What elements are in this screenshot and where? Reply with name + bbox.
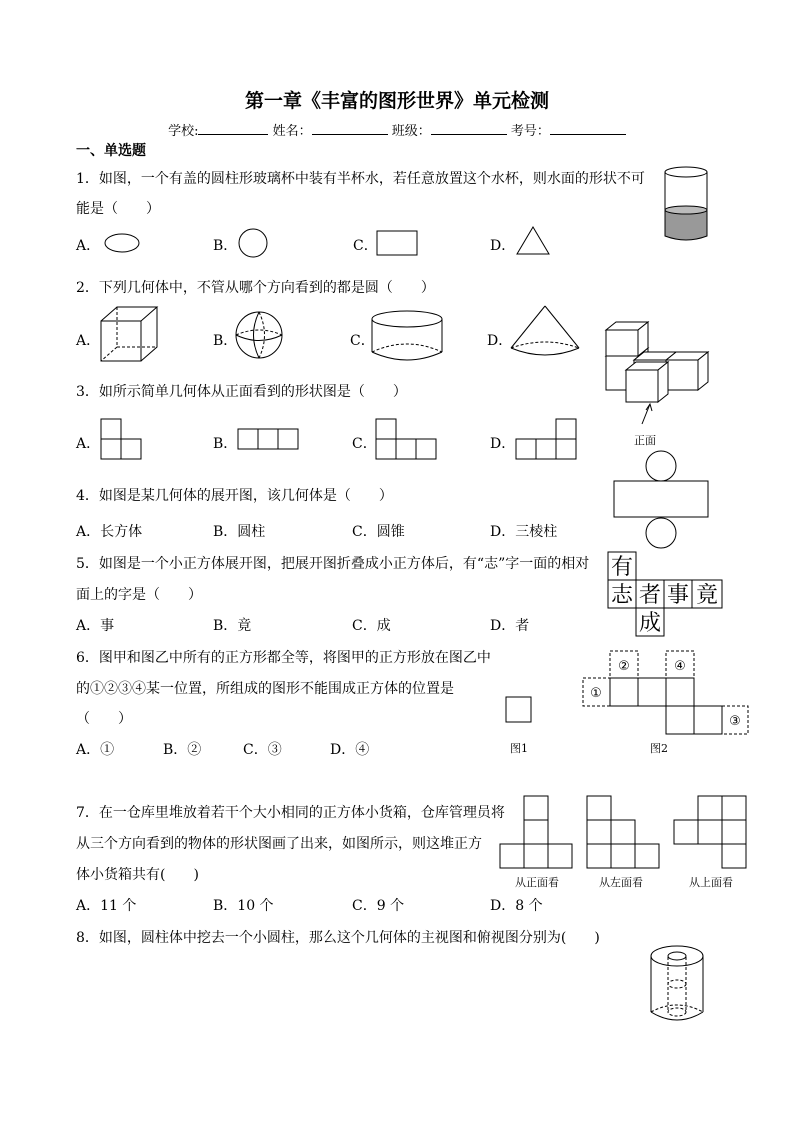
q3-option-d-figure <box>515 418 579 462</box>
front-view-caption: 从正面看 <box>515 876 559 889</box>
q5-option-b[interactable]: B．竟 <box>213 618 252 634</box>
q3-stem: 3．如所示简单几何体从正面看到的形状图是（ ） <box>76 384 407 400</box>
q7-stem-line3: 体小货箱共有( ) <box>76 867 199 883</box>
q7-option-b[interactable]: B．10 个 <box>213 898 274 914</box>
q6-option-a[interactable]: A．① <box>76 742 115 758</box>
q2-option-b[interactable]: B． <box>213 333 238 349</box>
net-char-jing: 竟 <box>695 583 719 608</box>
triangle-icon <box>516 226 552 258</box>
page-title: 第一章《丰富的图形世界》单元检测 <box>244 90 549 112</box>
net-char-you: 有 <box>610 555 634 580</box>
q3-option-a-figure <box>100 418 144 462</box>
q4-stem: 4．如图是某几何体的展开图，该几何体是（ ） <box>76 488 393 504</box>
q1-option-a[interactable]: A． <box>76 238 101 254</box>
name-label: 姓名： <box>272 124 312 139</box>
cube-icon <box>98 305 162 365</box>
left-view-figure <box>586 795 662 871</box>
q3-option-c-figure <box>375 418 439 462</box>
net-char-zhi: 志 <box>610 583 634 608</box>
q5-stem-line2: 面上的字是（ ） <box>76 587 202 603</box>
q3-solid-figure <box>604 318 712 430</box>
marker-3: ③ <box>729 714 741 729</box>
q6-option-d[interactable]: D．④ <box>330 742 370 758</box>
q1-option-d[interactable]: D． <box>490 238 516 254</box>
front-label: 正面 <box>634 434 656 447</box>
cube-net-figure <box>607 551 727 637</box>
q4-option-a[interactable]: A．长方体 <box>76 524 143 540</box>
cup-figure <box>662 166 710 242</box>
exam-no-blank[interactable] <box>550 122 626 135</box>
q3-option-a[interactable]: A． <box>76 436 101 452</box>
q3-option-b-figure <box>237 428 301 452</box>
left-view-caption: 从左面看 <box>599 876 643 889</box>
marker-2: ② <box>618 659 630 674</box>
q6-option-c[interactable]: C．③ <box>243 742 282 758</box>
cylinder-icon <box>370 310 446 362</box>
cylinder-net-figure <box>612 449 710 551</box>
q5-option-d[interactable]: D．者 <box>490 618 530 634</box>
marker-4: ④ <box>674 659 686 674</box>
q6-option-b[interactable]: B．② <box>163 742 202 758</box>
student-info-line <box>0 120 794 139</box>
net-char-zhe: 者 <box>638 583 662 608</box>
q4-option-b[interactable]: B．圆柱 <box>213 524 266 540</box>
fig1-square <box>505 696 533 724</box>
q7-stem-line1: 7．在一仓库里堆放着若干个大小相同的正方体小货箱，仓库管理员将 <box>76 805 505 821</box>
top-view-figure <box>673 795 749 871</box>
q5-option-a[interactable]: A．事 <box>76 618 115 634</box>
ellipse-icon <box>104 233 144 255</box>
sphere-icon <box>234 310 286 362</box>
school-label: 学校: <box>168 124 199 139</box>
q7-option-d[interactable]: D．8 个 <box>490 898 543 914</box>
q6-stem-line1: 6．图甲和图乙中所有的正方形都全等，将图甲的正方形放在图乙中 <box>76 650 491 666</box>
fig2-caption: 图2 <box>650 742 668 755</box>
q7-option-c[interactable]: C．9 个 <box>352 898 405 914</box>
q3-option-b[interactable]: B． <box>213 436 238 452</box>
q6-stem-line3: （ ） <box>76 711 132 727</box>
class-blank[interactable] <box>431 122 507 135</box>
q1-option-b[interactable]: B． <box>213 238 238 254</box>
top-view-caption: 从上面看 <box>689 876 733 889</box>
q2-option-a[interactable]: A． <box>76 333 101 349</box>
q1-option-c[interactable]: C． <box>353 238 378 254</box>
exam-no-label: 考号： <box>510 124 550 139</box>
circle-icon <box>236 228 270 260</box>
q2-option-c[interactable]: C． <box>350 333 375 349</box>
fig2-net-figure <box>582 650 750 738</box>
rectangle-icon <box>376 230 420 258</box>
net-char-cheng: 成 <box>638 611 662 636</box>
marker-1: ① <box>590 686 602 701</box>
q5-stem-line1: 5．如图是一个小正方体展开图，把展开图折叠成小正方体后，有“志”字一面的相对 <box>76 556 590 572</box>
q6-stem-line2: 的①②③④某一位置，所组成的图形不能围成正方体的位置是 <box>76 681 454 697</box>
q7-stem-line2: 从三个方向看到的物体的形状图画了出来，如图所示，则这堆正方 <box>76 836 482 852</box>
q3-option-d[interactable]: D． <box>490 436 516 452</box>
fig1-caption: 图1 <box>510 742 528 755</box>
q4-option-d[interactable]: D．三棱柱 <box>490 524 558 540</box>
q1-stem-line2: 能是（ ） <box>76 201 160 217</box>
q4-option-c[interactable]: C．圆锥 <box>352 524 405 540</box>
hollow-cylinder-figure <box>648 944 706 1026</box>
class-label: 班级： <box>391 124 431 139</box>
q3-option-c[interactable]: C． <box>352 436 377 452</box>
q2-option-d[interactable]: D． <box>487 333 513 349</box>
q7-option-a[interactable]: A．11 个 <box>76 898 137 914</box>
net-char-shi: 事 <box>666 583 690 608</box>
name-blank[interactable] <box>312 122 388 135</box>
school-blank[interactable] <box>198 122 268 135</box>
q5-option-c[interactable]: C．成 <box>352 618 391 634</box>
q1-stem-line1: 1．如图，一个有盖的圆柱形玻璃杯中装有半杯水，若任意放置这个水杯，则水面的形状不可 <box>76 171 645 187</box>
front-view-figure <box>499 795 575 871</box>
q8-stem: 8．如图，圆柱体中挖去一个小圆柱，那么这个几何体的主视图和俯视图分别为( ) <box>76 930 600 946</box>
cone-icon <box>508 304 584 360</box>
q2-stem: 2．下列几何体中，不管从哪个方向看到的都是圆（ ） <box>76 280 435 296</box>
section-heading: 一、单选题 <box>76 143 146 159</box>
